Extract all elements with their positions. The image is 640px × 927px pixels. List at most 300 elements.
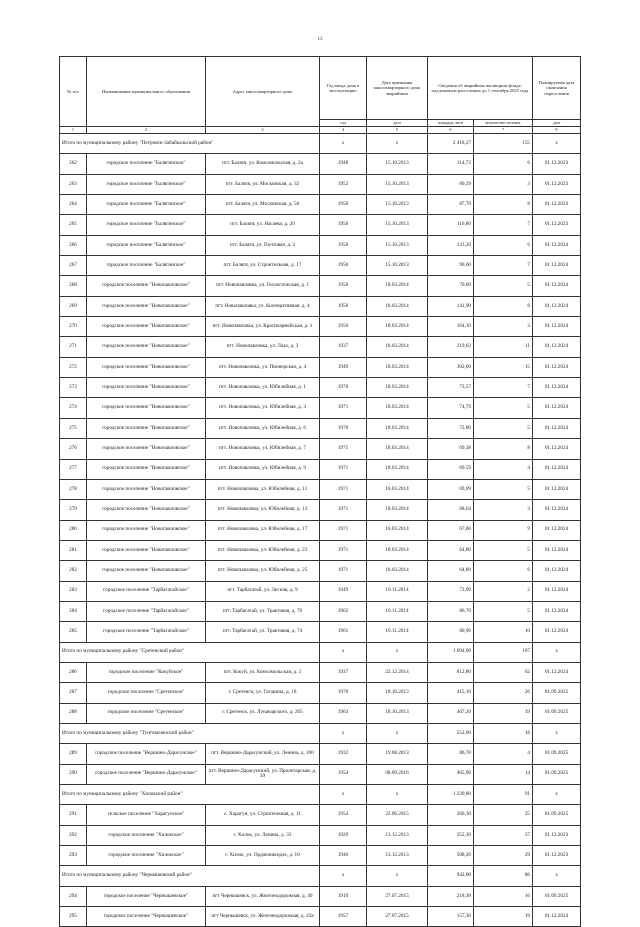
people-cell: 8 [474,439,533,459]
row-number-cell: 267 [60,256,87,276]
date-cell: x [367,723,428,743]
people-cell: 5 [474,540,533,560]
date-cell: 18.03.2014 [367,459,428,479]
municipality-cell: городское поселение "Новопавловское" [87,561,206,581]
planned-date-cell: 01.12.2024 [533,235,581,255]
address-cell: пгт. Новопавловка, ул. Юбилейная, д. 25 [206,561,320,581]
year-cell: 1971 [320,500,367,520]
table-row [60,337,581,357]
address-cell: пгт. Новопавловка, ул. Юбилейная, д. 9 [206,459,320,479]
row-number-cell: 284 [60,601,87,621]
area-cell: 68,64 [428,500,474,520]
address-cell: пгт. Новопавловка, ул. Юбилейная, д. 23 [206,540,320,560]
date-cell: 18.03.2014 [367,439,428,459]
area-cell: 67,80 [428,520,474,540]
year-cell: 1950 [320,215,367,235]
table-row [60,907,581,927]
table-row [60,805,581,825]
planned-date-cell: 01.12.2024 [533,459,581,479]
subtotal-label: Итого по муниципальному району "Петровск-Забайкальский район" [60,134,320,154]
row-number-cell: 291 [60,805,87,825]
year-cell: 1963 [320,703,367,723]
date-cell: 18.10.2013 [367,703,428,723]
row-number-cell: 277 [60,459,87,479]
area-cell: 360,30 [428,805,474,825]
date-cell: 15.10.2013 [367,235,428,255]
address-cell: пгт. Тарбагатай, ул. Трактовая, д. 74 [206,622,320,642]
people-cell: 7 [474,256,533,276]
people-cell: 7 [474,378,533,398]
people-cell: 37 [474,825,533,845]
people-cell: 5 [474,601,533,621]
row-number-cell: 278 [60,479,87,499]
planned-date-cell: 01.09.2025 [533,683,581,703]
municipality-cell: городское поселение "Новопавловское" [87,540,206,560]
row-number-cell: 282 [60,561,87,581]
date-cell: 18.03.2014 [367,540,428,560]
date-cell: 18.03.2014 [367,479,428,499]
date-cell: 27.07.2015 [367,907,428,927]
row-number-cell: 263 [60,174,87,194]
area-cell: 164,10 [428,317,474,337]
date-cell: 10.11.2014 [367,601,428,621]
people-cell: 4 [474,459,533,479]
year-cell: x [320,134,367,154]
date-cell: 15.10.2013 [367,154,428,174]
municipality-cell: городское поселение "Балягинское" [87,256,206,276]
date-cell: 22.06.2015 [367,805,428,825]
resettlement-table [59,56,581,927]
people-cell: 91 [474,785,533,805]
table-row [60,744,581,764]
planned-date-cell: 01.09.2025 [533,744,581,764]
area-cell: 87,70 [428,195,474,215]
table-row [60,825,581,845]
municipality-cell: сельское поселение "Харагунское" [87,805,206,825]
table-row [60,500,581,520]
municipality-cell: городское поселение "Сретенское" [87,703,206,723]
people-cell: 11 [474,337,533,357]
row-number-cell: 287 [60,683,87,703]
year-cell: 1954 [320,805,367,825]
address-cell: г. Сретенск, ул. Гагарина, д. 18 [206,683,320,703]
date-cell: 18.03.2014 [367,398,428,418]
municipality-cell: городское поселение "Новопавловское" [87,500,206,520]
area-cell: 942,00 [428,866,474,886]
row-number-cell: 292 [60,825,87,845]
address-cell: пгт. Тарбагатай, ул. Лесная, д. 9 [206,581,320,601]
table-row [60,439,581,459]
planned-date-cell: 01.12.2024 [533,439,581,459]
people-cell: 15 [474,357,533,377]
planned-date-cell: x [533,723,581,743]
municipality-cell: городское поселение "Новопавловское" [87,317,206,337]
area-cell: 1 694,90 [428,642,474,662]
planned-date-cell: x [533,134,581,154]
address-cell: г. Хилок, ул. Орджоникидзе, д. 10 [206,846,320,866]
planned-date-cell: 01.12.2024 [533,520,581,540]
year-cell: 1937 [320,337,367,357]
row-number-cell: 295 [60,907,87,927]
people-cell: 25 [474,805,533,825]
column-number: 3 [206,127,320,134]
date-cell: 18.03.2014 [367,276,428,296]
table-row [60,317,581,337]
row-number-cell: 293 [60,846,87,866]
header-year: Год ввода дома в эксплуатацию [320,57,367,120]
subheader-date: дата [367,120,428,127]
table-row [60,764,581,784]
planned-date-cell: 01.12.2024 [533,337,581,357]
subtotal-row [60,723,581,743]
year-cell: 1971 [320,540,367,560]
address-cell: пгт. Тарбагатай, ул. Трактовая, д. 70 [206,601,320,621]
row-number-cell: 264 [60,195,87,215]
planned-date-cell: 01.12.2023 [533,154,581,174]
row-number-cell: 283 [60,581,87,601]
planned-date-cell: 01.12.2023 [533,195,581,215]
row-number-cell: 289 [60,744,87,764]
people-cell: 19 [474,703,533,723]
table-row [60,703,581,723]
column-number: 1 [60,127,87,134]
people-cell: 6 [474,235,533,255]
people-cell: 62 [474,662,533,682]
planned-date-cell: 01.12.2024 [533,561,581,581]
municipality-cell: городское поселение "Новопавловское" [87,439,206,459]
address-cell: с. Харагун, ул. Строительная, д. 11 [206,805,320,825]
municipality-cell: городское поселение "Хилокское" [87,825,206,845]
area-cell: 467,20 [428,703,474,723]
page-number: 13 [317,37,323,42]
area-cell: 74,79 [428,398,474,418]
municipality-cell: городское поселение "Новопавловское" [87,479,206,499]
row-number-cell: 270 [60,317,87,337]
table-row [60,459,581,479]
table-row [60,561,581,581]
row-number-cell: 294 [60,886,87,906]
area-cell: 114,72 [428,154,474,174]
planned-date-cell: 01.12.2023 [533,846,581,866]
address-cell: пгт. Новопавловка, ул. Красноармейская, д. 1 [206,317,320,337]
planned-date-cell: 01.12.2024 [533,500,581,520]
year-cell: 1950 [320,317,367,337]
planned-date-cell: 01.12.2024 [533,622,581,642]
table-row [60,235,581,255]
table-row [60,296,581,316]
planned-date-cell: x [533,642,581,662]
row-number-cell: 280 [60,520,87,540]
planned-date-cell: 01.12.2023 [533,825,581,845]
subheader-people: количество человек [474,120,533,127]
row-number-cell: 266 [60,235,87,255]
year-cell: 1940 [320,846,367,866]
address-cell: пгт. Новопавловка, ул. Юбилейная, д. 11 [206,479,320,499]
area-cell: 352,30 [428,825,474,845]
row-number-cell: 265 [60,215,87,235]
year-cell: 1961 [320,622,367,642]
subtotal-row [60,866,581,886]
address-cell: г. Сретенск, ул. Луначарского, д. 205 [206,703,320,723]
planned-date-cell: 01.12.2024 [533,479,581,499]
date-cell: 15.10.2013 [367,256,428,276]
address-cell: пгт. Балягя, ул. Нагаева, д. 20 [206,215,320,235]
table-row [60,846,581,866]
area-cell: 70,60 [428,276,474,296]
area-cell: 64,80 [428,561,474,581]
planned-date-cell: 01.12.2024 [533,601,581,621]
area-cell: 73,90 [428,581,474,601]
table-row [60,662,581,682]
people-cell: 26 [474,683,533,703]
area-cell: 2 418,27 [428,134,474,154]
planned-date-cell: 01.12.2024 [533,418,581,438]
people-cell: 19 [474,907,533,927]
column-number: 6 [428,127,474,134]
planned-date-cell: 01.12.2023 [533,174,581,194]
people-cell: 4 [474,744,533,764]
people-cell: 5 [474,398,533,418]
people-cell: 8 [474,296,533,316]
date-cell: x [367,134,428,154]
area-cell: 69,09 [428,479,474,499]
address-cell: пгт. Балягя, ул. Московская, д. 32 [206,174,320,194]
header-housing-info: Сведения об аварийном жилищном фонде, подлежащем расселению до 1 сентября 2025 года [428,57,533,120]
table-row [60,520,581,540]
area-cell: 508,20 [428,846,474,866]
year-cell: 1950 [320,276,367,296]
year-cell: x [320,723,367,743]
municipality-cell: городское поселение "Вершино-Дарасунское" [87,764,206,784]
people-cell: 14 [474,764,533,784]
address-cell: пгт. Новопавловка, ул. Юбилейная, д. 7 [206,439,320,459]
municipality-cell: городское поселение "Тарбагатайское" [87,581,206,601]
subtotal-row [60,785,581,805]
address-cell: пгт. Новопавловка, ул. Юбилейная, д. 6 [206,418,320,438]
address-cell: пгт. Новопавловка, ул. Пионерская, д. 4 [206,357,320,377]
year-cell: 1970 [320,418,367,438]
area-cell: 64,80 [428,540,474,560]
date-cell: 22.12.2014 [367,662,428,682]
municipality-cell: городское поселение "Тарбагатайское" [87,622,206,642]
date-cell: x [367,642,428,662]
address-cell: пгт. Новопавловка, ул. Кооперативная, д. 4 [206,296,320,316]
address-cell: пгт. Вершино-Дарасунский, ул. Пролетарская, д. 39 [206,764,320,784]
municipality-cell: городское поселение "Новопавловское" [87,276,206,296]
table-row [60,256,581,276]
table-row [60,276,581,296]
people-cell: 3 [474,500,533,520]
subheader-planned: дата [533,120,581,127]
date-cell: 10.11.2014 [367,581,428,601]
row-number-cell: 288 [60,703,87,723]
people-cell: 107 [474,642,533,662]
area-cell: 1 220,80 [428,785,474,805]
subtotal-row [60,642,581,662]
people-cell: 86 [474,866,533,886]
row-number-cell: 285 [60,622,87,642]
year-cell: 1957 [320,907,367,927]
date-cell: 18.03.2014 [367,317,428,337]
planned-date-cell: 01.09.2025 [533,703,581,723]
area-cell: 69,59 [428,459,474,479]
municipality-cell: городское поселение "Балягинское" [87,154,206,174]
year-cell: 1929 [320,825,367,845]
header-num: № п/п [60,57,87,127]
area-cell: 157,30 [428,907,474,927]
date-cell: 18.03.2014 [367,520,428,540]
row-number-cell: 271 [60,337,87,357]
municipality-cell: городское поселение "Новопавловское" [87,357,206,377]
people-cell: 16 [474,886,533,906]
date-cell: 18.03.2014 [367,500,428,520]
row-number-cell: 272 [60,357,87,377]
header-address: Адрес многоквартирного дома [206,57,320,127]
municipality-cell: городское поселение "Новопавловское" [87,398,206,418]
people-cell: 9 [474,520,533,540]
table-row [60,683,581,703]
municipality-cell: городское поселение "Новопавловское" [87,378,206,398]
row-number-cell: 262 [60,154,87,174]
area-cell: 80,96 [428,622,474,642]
address-cell: пгт. Балягя, ул. Московская, д. 50 [206,195,320,215]
people-cell: 6 [474,561,533,581]
date-cell: 27.07.2015 [367,886,428,906]
address-cell: пгт. Балягя, ул. Почтовая, д. 2 [206,235,320,255]
subheader-year: год [320,120,367,127]
year-cell: 1950 [320,195,367,215]
address-cell: пгт Чернышевск, ул. Железнодорожная, д. 43а [206,907,320,927]
municipality-cell: городское поселение "Балягинское" [87,174,206,194]
area-cell: 123,20 [428,235,474,255]
subtotal-label: Итого по муниципальному району "Тунгокоченский район" [60,723,320,743]
year-cell: 1971 [320,439,367,459]
subtotal-label: Итого по муниципальному району "Чернышевский район" [60,866,320,886]
planned-date-cell: x [533,785,581,805]
row-number-cell: 274 [60,398,87,418]
row-number-cell: 276 [60,439,87,459]
address-cell: пгт. Новопавловка, ул. Геологическая, д. 1 [206,276,320,296]
year-cell: 1954 [320,764,367,784]
area-cell: 73,57 [428,378,474,398]
planned-date-cell: 01.12.2023 [533,215,581,235]
municipality-cell: городское поселение "Балягинское" [87,235,206,255]
people-cell: 5 [474,276,533,296]
table-row [60,195,581,215]
row-number-cell: 269 [60,296,87,316]
area-cell: 141,90 [428,296,474,316]
date-cell: 10.11.2014 [367,622,428,642]
area-cell: 218,30 [428,886,474,906]
year-cell: x [320,642,367,662]
date-cell: 18.10.2013 [367,683,428,703]
header-emergency-date: Дата признания многоквартирного дома аварийным [367,57,428,120]
year-cell: 1970 [320,683,367,703]
year-cell: 1950 [320,256,367,276]
header-municipality: Наименование муниципального образования [87,57,206,127]
date-cell: 13.12.2013 [367,825,428,845]
planned-date-cell: 01.12.2024 [533,540,581,560]
planned-date-cell: 01.12.2024 [533,357,581,377]
date-cell: 18.03.2014 [367,378,428,398]
table-row [60,479,581,499]
address-cell: пгт. Новопавловка, ул. Лазо, д. 3 [206,337,320,357]
table-row [60,418,581,438]
row-number-cell: 281 [60,540,87,560]
year-cell: 1971 [320,479,367,499]
people-cell: 5 [474,479,533,499]
address-cell: пгт. Новопавловка, ул. Юбилейная, д. 1 [206,378,320,398]
people-cell: 8 [474,195,533,215]
address-cell: пгт. Новопавловка, ул. Юбилейная, д. 3 [206,398,320,418]
people-cell: 3 [474,174,533,194]
column-number: 2 [87,127,206,134]
date-cell: 18.03.2014 [367,337,428,357]
address-cell: пгт. Вершино-Дарасунский, ул. Ленина, д. 100 [206,744,320,764]
area-cell: 465,90 [428,764,474,784]
date-cell: 15.10.2013 [367,215,428,235]
planned-date-cell: 01.12.2024 [533,907,581,927]
people-cell: 2 [474,581,533,601]
area-cell: 219,63 [428,337,474,357]
year-cell: 1971 [320,459,367,479]
address-cell: пгт. Новопавловка, ул. Юбилейная, д. 13 [206,500,320,520]
planned-date-cell: 01.12.2024 [533,317,581,337]
row-number-cell: 268 [60,276,87,296]
address-cell: пгт. Балягя, ул. Строительная, д. 17 [206,256,320,276]
table-row [60,601,581,621]
people-cell: 5 [474,418,533,438]
date-cell: 18.03.2014 [367,296,428,316]
people-cell: 10 [474,622,533,642]
municipality-cell: городское поселение "Новопавловское" [87,459,206,479]
header-planned-date: Планируемая дата окончания переселения [533,57,581,120]
row-number-cell: 273 [60,378,87,398]
municipality-cell: городское поселение "Тарбагатайское" [87,601,206,621]
planned-date-cell: x [533,866,581,886]
year-cell: x [320,866,367,886]
municipality-cell: городское поселение "Новопавловское" [87,337,206,357]
address-cell: г. Хилок, ул. Ленина, д. 33 [206,825,320,845]
people-cell: 29 [474,846,533,866]
date-cell: 08.09.2016 [367,764,428,784]
people-cell: 6 [474,154,533,174]
column-number: 5 [367,127,428,134]
table-body [60,134,581,927]
table-row [60,540,581,560]
address-cell: пгт. Новопавловка, ул. Юбилейная, д. 17 [206,520,320,540]
year-cell: 1932 [320,744,367,764]
date-cell: 18.03.2014 [367,357,428,377]
subtotal-label: Итого по муниципальному району "Хилокский район" [60,785,320,805]
area-cell: 86,70 [428,601,474,621]
year-cell: 1971 [320,398,367,418]
area-cell: 90,60 [428,256,474,276]
row-number-cell: 286 [60,662,87,682]
table-row [60,581,581,601]
subtotal-row [60,134,581,154]
row-number-cell: 275 [60,418,87,438]
municipality-cell: городское поселение "Новопавловское" [87,520,206,540]
table-row [60,886,581,906]
table-row [60,357,581,377]
row-number-cell: 290 [60,764,87,784]
planned-date-cell: 01.12.2024 [533,581,581,601]
year-cell: 1971 [320,561,367,581]
people-cell: 3 [474,317,533,337]
column-number: 4 [320,127,367,134]
year-cell: 1970 [320,378,367,398]
